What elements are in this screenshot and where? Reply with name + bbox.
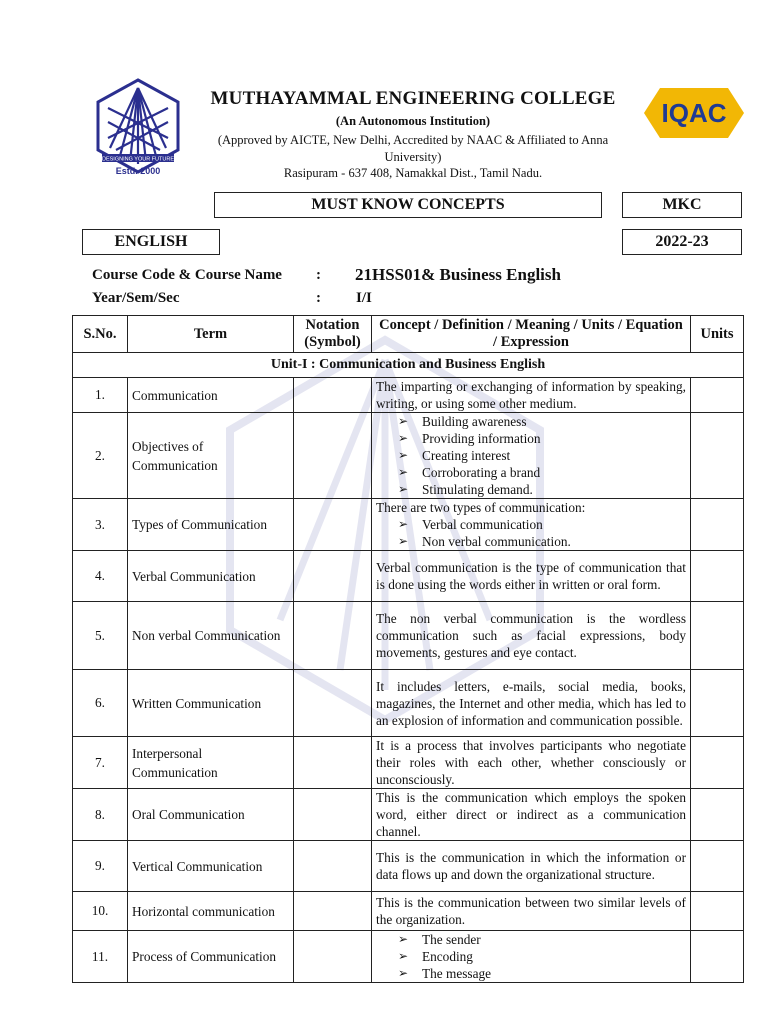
approval-text: (Approved by AICTE, New Delhi, Accredited by NAAC & Affiliated to Anna University) — [217, 133, 609, 164]
concept-text: This is the communication which employs the spoken word, either direct or indirect as a communication channel. — [376, 790, 686, 839]
row-term: Communication — [128, 378, 294, 413]
table-row — [73, 789, 744, 841]
subject-box: ENGLISH — [82, 229, 220, 255]
row-concept — [372, 892, 691, 931]
row-term: Written Communication — [128, 670, 294, 737]
table-row — [73, 551, 744, 602]
concept-list-item: ➢ Corroborating a brand — [398, 464, 686, 481]
mkc-code-box: MKC — [622, 192, 742, 218]
row-concept — [372, 551, 691, 602]
concept-list — [376, 413, 686, 498]
row-sno: 8. — [73, 789, 128, 841]
row-units — [691, 499, 744, 551]
row-concept — [372, 378, 691, 413]
unit-title: Unit-I : Communication and Business English — [73, 353, 744, 378]
row-concept — [372, 841, 691, 892]
concept-list — [376, 516, 686, 550]
concept-intro: There are two types of communication: — [376, 500, 586, 515]
college-logo — [96, 78, 180, 178]
concept-text: This is the communication between two similar levels of the organization. — [376, 895, 686, 927]
table-row — [73, 737, 744, 789]
row-concept — [372, 789, 691, 841]
row-units — [691, 892, 744, 931]
header-notation: Notation (Symbol) — [294, 316, 372, 353]
row-units — [691, 789, 744, 841]
unit-title-row — [73, 353, 744, 378]
row-term: Oral Communication — [128, 789, 294, 841]
mkc-title-box: MUST KNOW CONCEPTS — [214, 192, 602, 218]
concept-text: This is the communication in which the information or data flows up and down the organizational structure. — [376, 850, 686, 882]
row-sno: 4. — [73, 551, 128, 602]
row-sno: 1. — [73, 378, 128, 413]
header-units: Units — [691, 316, 744, 353]
row-term: Objectives of Communication — [128, 413, 294, 499]
row-notation — [294, 413, 372, 499]
concept-text: Verbal communication is the type of communication that is done using the words either in written or oral form. — [376, 560, 686, 592]
row-sno: 9. — [73, 841, 128, 892]
row-units — [691, 378, 744, 413]
row-term: Types of Communication — [128, 499, 294, 551]
year-sem-sep: : — [316, 290, 321, 306]
concept-list-item: ➢ Stimulating demand. — [398, 481, 686, 498]
logo-estd: Estd. 2000 — [115, 166, 161, 176]
year-sem-value: I/I — [356, 290, 372, 306]
row-term: Process of Communication — [128, 931, 294, 983]
concept-list-item: ➢ The sender — [398, 931, 686, 948]
iqac-logo — [640, 84, 748, 142]
concept-list-item: ➢ Verbal communication — [398, 516, 686, 533]
table-row — [73, 841, 744, 892]
iqac-logo-text: IQAC — [661, 98, 727, 128]
concept-list-item: ➢ Non verbal communication. — [398, 533, 686, 550]
row-concept — [372, 499, 691, 551]
row-term: Horizontal communication — [128, 892, 294, 931]
row-concept — [372, 931, 691, 983]
row-units — [691, 931, 744, 983]
concept-text: The non verbal communication is the wordless communication such as facial expressions, body movements, gestures and eye contact. — [376, 611, 686, 660]
row-sno: 10. — [73, 892, 128, 931]
row-concept — [372, 737, 691, 789]
row-sno: 3. — [73, 499, 128, 551]
concept-list — [376, 931, 686, 982]
table-row — [73, 602, 744, 670]
table-row — [73, 670, 744, 737]
row-notation — [294, 378, 372, 413]
concept-list-item: ➢ The message — [398, 965, 686, 982]
row-term: Vertical Communication — [128, 841, 294, 892]
row-notation — [294, 670, 372, 737]
header-concept: Concept / Definition / Meaning / Units / Equation / Expression — [372, 316, 691, 353]
row-sno: 6. — [73, 670, 128, 737]
row-sno: 7. — [73, 737, 128, 789]
concepts-table — [72, 315, 744, 983]
concept-list-item: ➢ Building awareness — [398, 413, 686, 430]
row-units — [691, 551, 744, 602]
row-concept — [372, 602, 691, 670]
row-notation — [294, 892, 372, 931]
row-term: Non verbal Communication — [128, 602, 294, 670]
row-units — [691, 602, 744, 670]
row-sno: 11. — [73, 931, 128, 983]
table-header-row — [73, 316, 744, 353]
course-code-sep: : — [316, 267, 321, 283]
table-row — [73, 413, 744, 499]
row-units — [691, 670, 744, 737]
header-sno: S.No. — [73, 316, 128, 353]
row-sno: 2. — [73, 413, 128, 499]
row-notation — [294, 499, 372, 551]
course-code-label: Course Code & Course Name — [92, 267, 282, 283]
table-row — [73, 931, 744, 983]
concept-text: The imparting or exchanging of information by speaking, writing, or using some other medium. — [376, 379, 686, 411]
course-code-value: 21HSS01& Business English — [355, 265, 561, 284]
concept-text: It is a process that involves participants who negotiate their roles with each other, whether consciously or unconsciously. — [376, 738, 686, 787]
row-notation — [294, 737, 372, 789]
college-address: Rasipuram - 637 408, Namakkal Dist., Tamil Nadu. — [283, 166, 543, 180]
row-term: Verbal Communication — [128, 551, 294, 602]
autonomous-label: (An Autonomous Institution) — [335, 114, 491, 128]
table-row — [73, 499, 744, 551]
row-units — [691, 413, 744, 499]
row-notation — [294, 602, 372, 670]
row-units — [691, 737, 744, 789]
concept-list-item: ➢ Providing information — [398, 430, 686, 447]
year-sem-label: Year/Sem/Sec — [92, 290, 180, 306]
row-notation — [294, 841, 372, 892]
concept-list-item: ➢ Creating interest — [398, 447, 686, 464]
concept-list-item: ➢ Encoding — [398, 948, 686, 965]
row-sno: 5. — [73, 602, 128, 670]
college-name: MUTHAYAMMAL ENGINEERING COLLEGE — [210, 88, 616, 109]
year-box: 2022-23 — [622, 229, 742, 255]
row-concept — [372, 670, 691, 737]
row-notation — [294, 931, 372, 983]
concept-text: It includes letters, e-mails, social media, books, magazines, the Internet and other media, which has led to an explosion of information and communication possible. — [376, 678, 686, 728]
table-row — [73, 892, 744, 931]
row-notation — [294, 551, 372, 602]
row-concept — [372, 413, 691, 499]
table-row — [73, 378, 744, 413]
row-notation — [294, 789, 372, 841]
row-term: Interpersonal Communication — [128, 737, 294, 789]
row-units — [691, 841, 744, 892]
logo-motto: DESIGNING YOUR FUTURE — [101, 156, 175, 163]
header-term: Term — [128, 316, 294, 353]
